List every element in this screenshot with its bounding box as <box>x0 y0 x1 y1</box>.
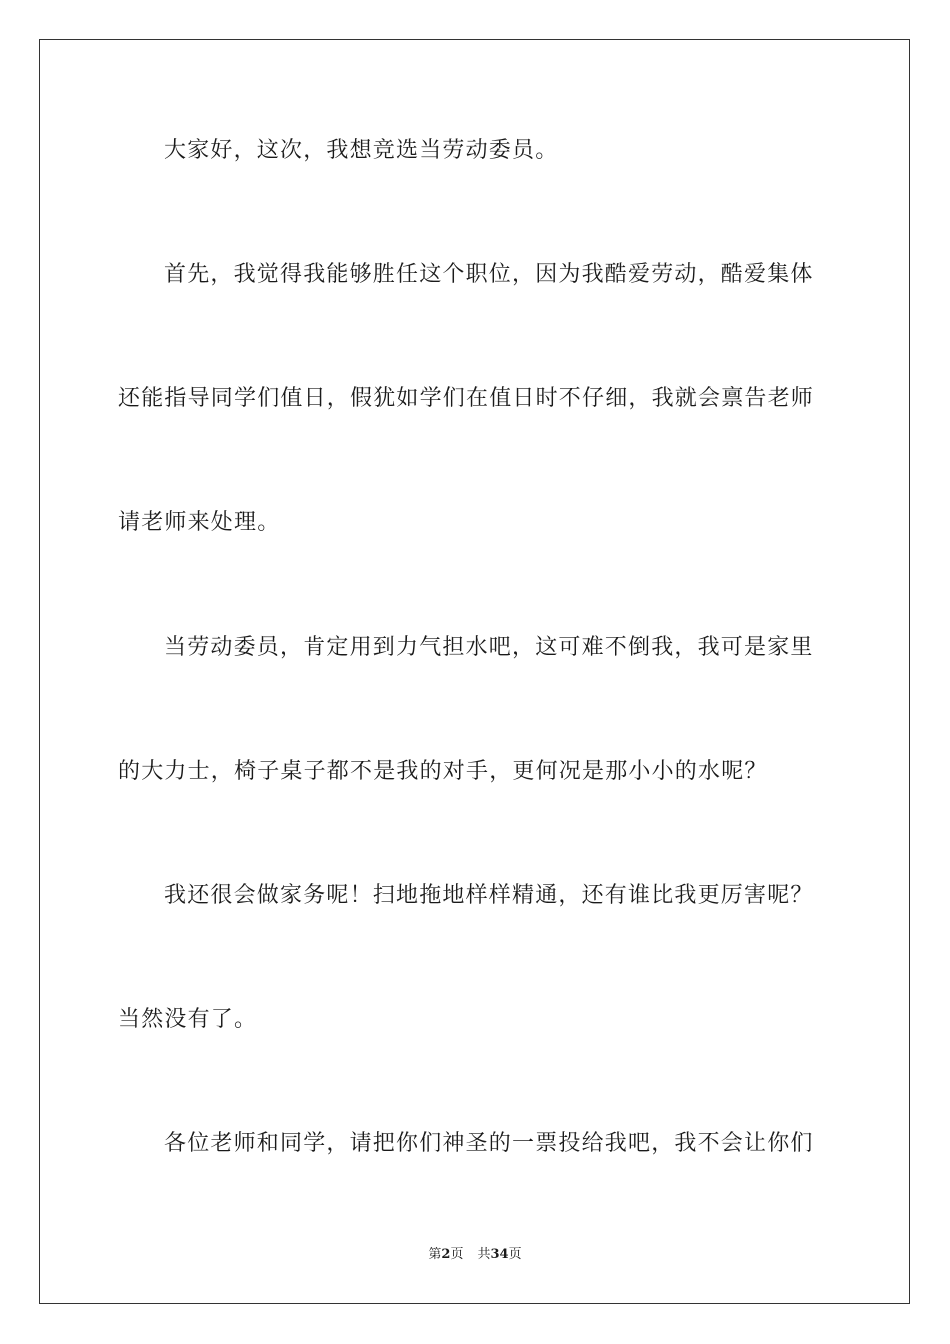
page-border <box>39 39 910 1304</box>
paragraph-line: 还能指导同学们值日，假犹如学们在值日时不仔细，我就会禀告老师 <box>118 386 815 411</box>
paragraph-line: 当劳动委员，肯定用到力气担水吧，这可难不倒我，我可是家里 <box>164 635 814 660</box>
page-prefix: 第 <box>428 1247 442 1262</box>
paragraph-line: 各位老师和同学，请把你们神圣的一票投给我吧，我不会让你们 <box>164 1131 814 1156</box>
paragraph-line: 的大力士，椅子桌子都不是我的对手，更何况是那小小的水呢？ <box>118 759 768 784</box>
page-number: 2 <box>441 1247 451 1262</box>
page-suffix: 页 <box>450 1247 464 1262</box>
paragraph-line: 我还很会做家务呢！扫地拖地样样精通，还有谁比我更厉害呢？ <box>164 883 814 908</box>
page-total: 34 <box>490 1247 509 1262</box>
total-suffix: 页 <box>508 1247 522 1262</box>
paragraph-line: 大家好，这次，我想竞选当劳动委员。 <box>164 138 559 163</box>
paragraph-line: 当然没有了。 <box>118 1007 258 1032</box>
total-prefix: 共 <box>477 1247 491 1262</box>
page-footer <box>0 1246 950 1264</box>
paragraph-line: 请老师来处理。 <box>118 510 281 535</box>
paragraph-line: 首先，我觉得我能够胜任这个职位，因为我酷爱劳动，酷爱集体 <box>164 262 814 287</box>
